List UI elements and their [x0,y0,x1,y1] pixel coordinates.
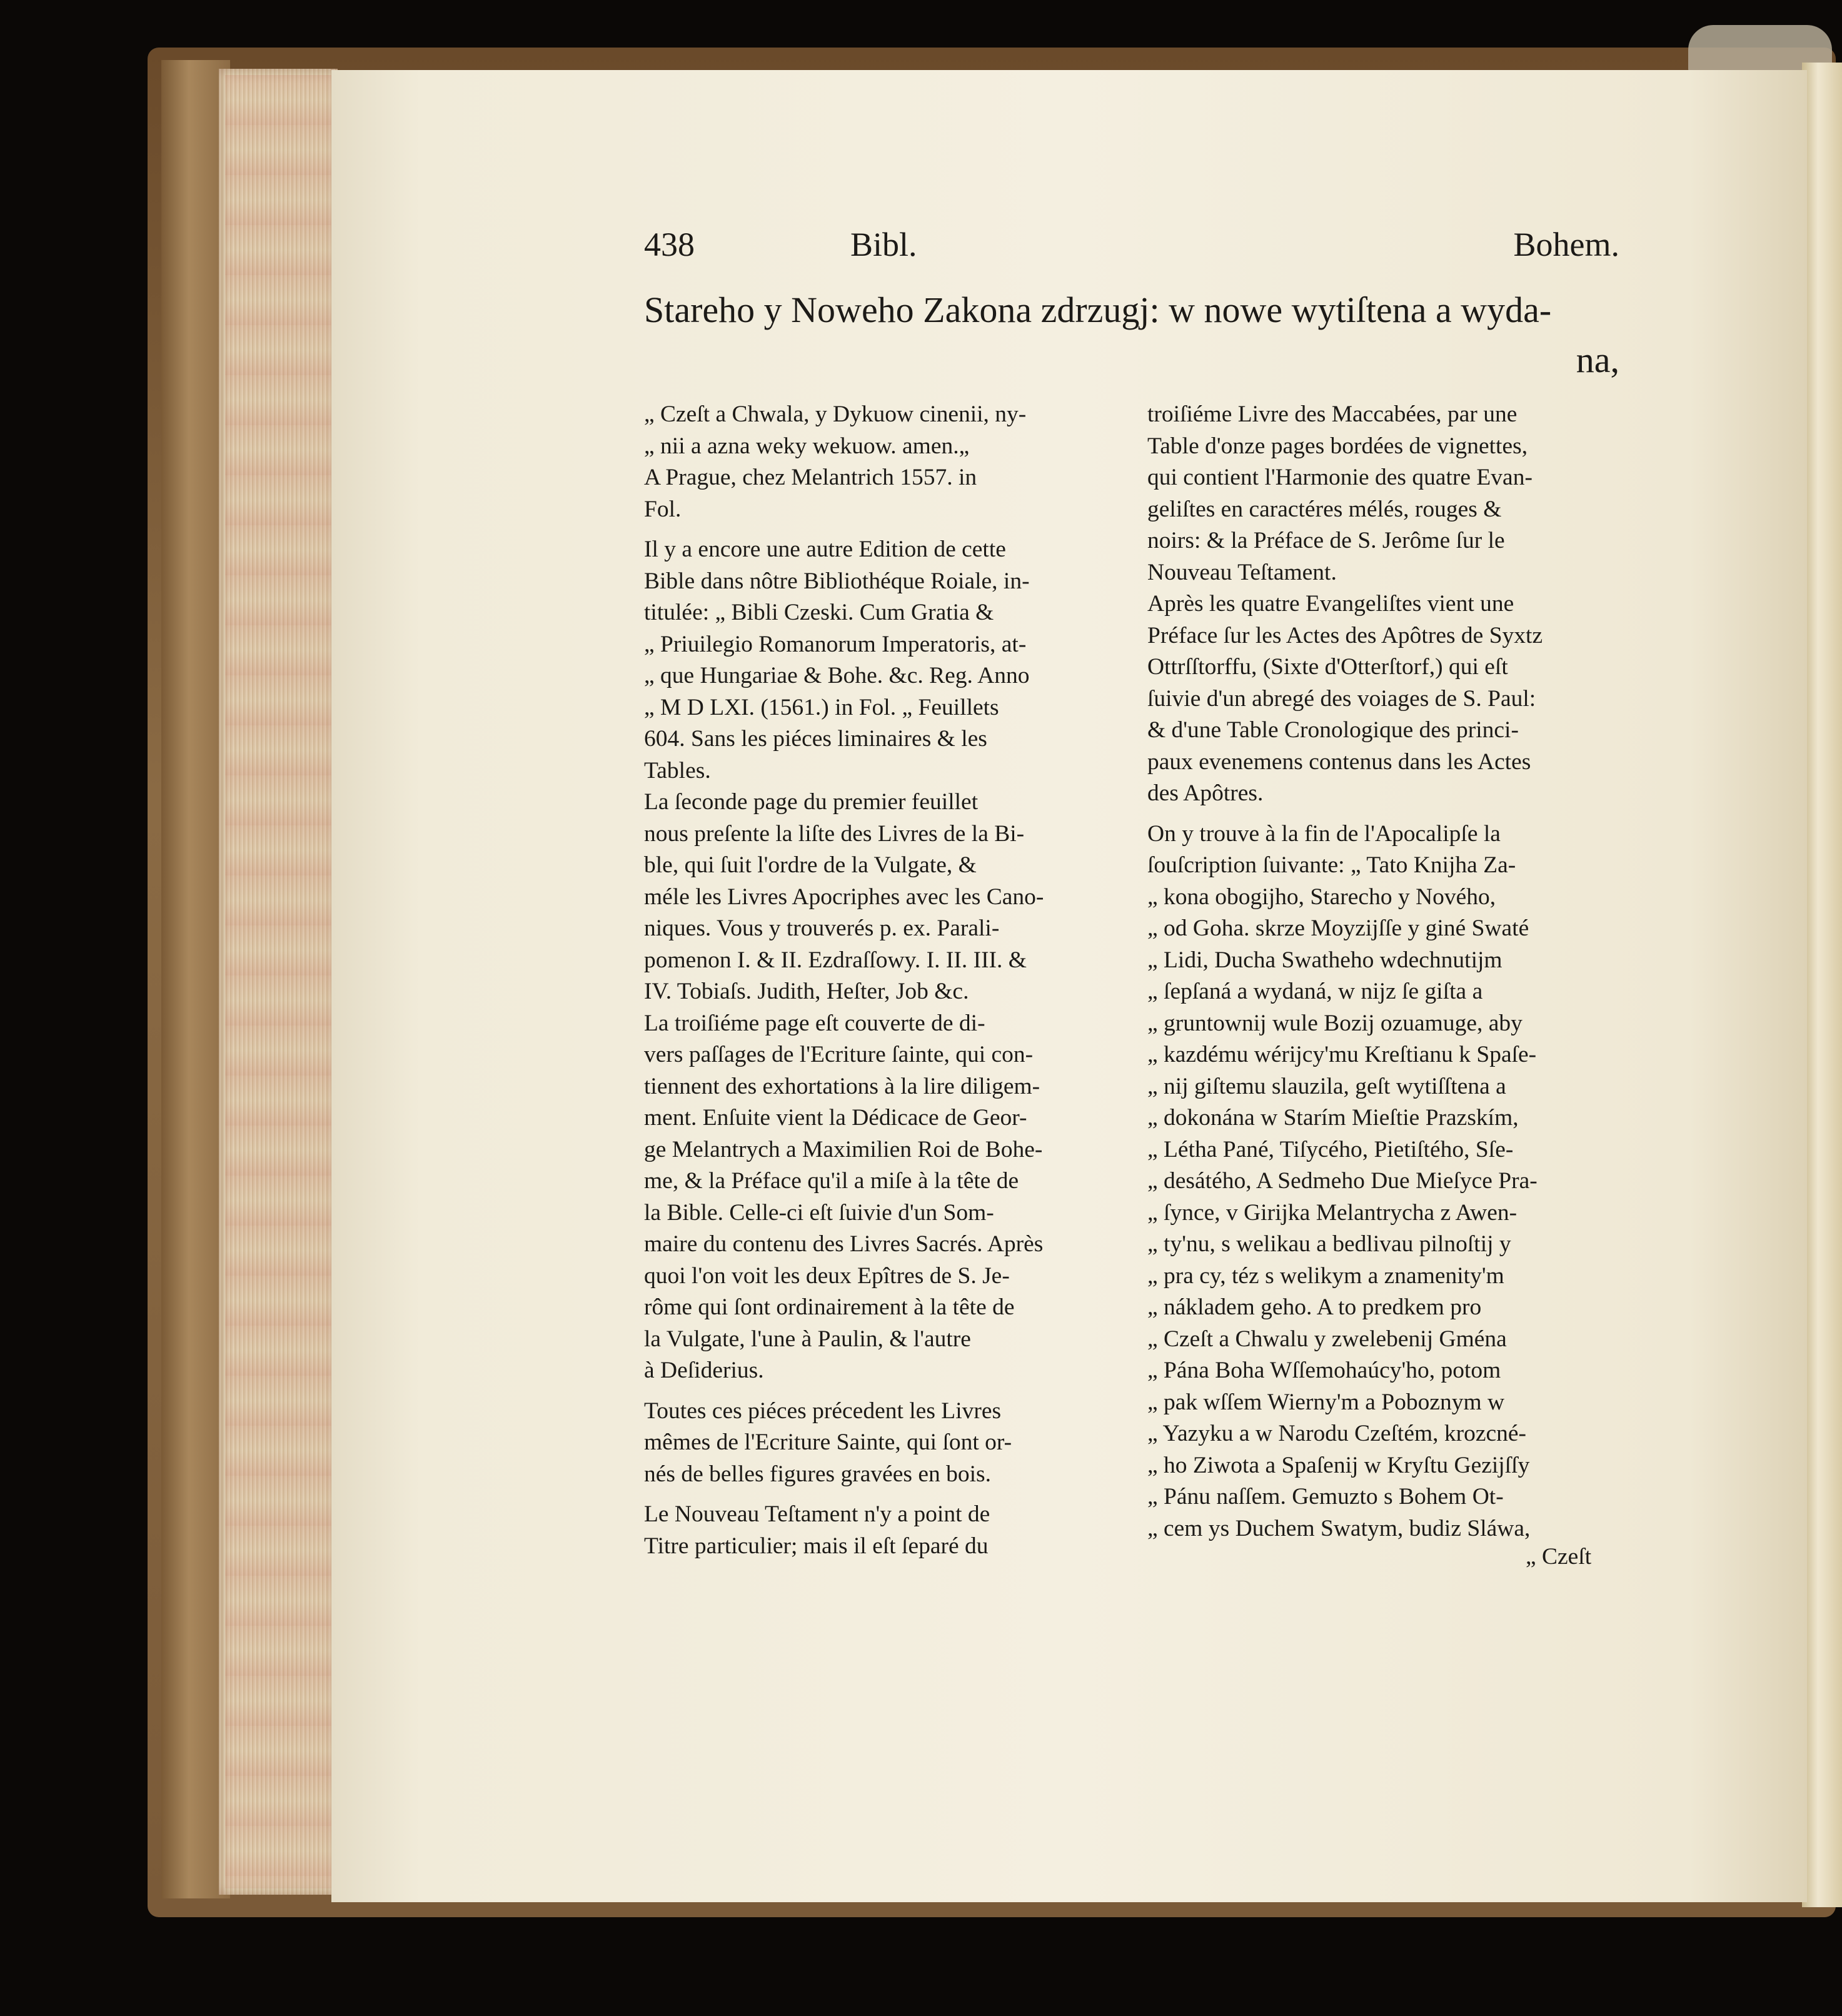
paragraph-gap [1147,810,1619,819]
text-line: vers paſſages de l'Ecriture ſainte, qui con- [644,1042,1034,1067]
text-line: Après les quatre Evangeliſtes vient une [1147,591,1514,617]
text-line: Titre particulier; mais il eſt ſeparé du [644,1533,989,1559]
text-line: La troiſiéme page eſt couverte de di- [644,1010,985,1036]
text-line: ſuivie d'un abregé des voiages de S. Paul: [1147,685,1536,712]
text-line: „ nii a azna weky wekuow. amen.„ [644,433,970,459]
text-line: mêmes de l'Ecriture Sainte, qui ſont or- [644,1429,1012,1455]
text-line: Tables. [644,757,711,784]
text-line: „ cem ys Duchem Swatym, budiz Sláwa, [1147,1515,1531,1541]
text-line: La ſeconde page du premier feuillet [644,789,979,815]
text-line: „ Létha Pané, Tiſycého, Pietiſtého, Sſe- [1147,1136,1514,1162]
paragraph-gap [644,525,1116,534]
text-line: maire du contenu des Livres Sacrés. Après [644,1231,1044,1257]
text-line: „ pak wſſem Wierny'm a Poboznym w [1147,1389,1505,1415]
right-column [1147,399,1619,1545]
text-line: „ Pána Boha Wſſemohaúcy'ho, potom [1147,1358,1501,1383]
text-line: „ Priuilegio Romanorum Imperatoris, at- [644,631,1027,657]
text-line: ſouſcription ſuivante: „ Tato Knijha Za- [1147,852,1516,878]
text-line: IV. Tobiaſs. Judith, Heſter, Job &c. [644,979,969,1004]
text-line: „ Czeſt a Chwalu y zwelebenij Gména [1147,1326,1507,1352]
text-line: „ que Hungariae & Bohe. &c. Reg. Anno [644,663,1030,688]
title-line-1: Stareho y Noweho Zakona zdrzugj: w nowe wytiſtena a wyda- [644,290,1552,330]
text-line: Toutes ces piéces précedent les Livres [644,1398,1002,1424]
text-line: pomenon I. & II. Ezdraſſowy. I. II. III. & [644,947,1027,973]
text-line: la Vulgate, l'une à Paulin, & l'autre [644,1326,971,1352]
text-line: me, & la Préface qu'il a miſe à la tête de [644,1168,1019,1194]
running-head-center: Bibl. [850,226,917,263]
text-line: „ od Goha. skrze Moyzijſſe y giné Swaté [1147,915,1529,941]
text-line: „ ty'nu, s welikau a bedlivau pilnoſtij y [1147,1231,1511,1257]
text-line: Nouveau Teſtament. [1147,559,1337,585]
text-line: „ Pánu naſſem. Gemuzto s Bohem Ot- [1147,1484,1504,1509]
text-line: titulée: „ Bibli Czeski. Cum Gratia & [644,600,994,625]
text-line: méle les Livres Apocriphes avec les Cano- [644,884,1044,910]
text-line: & d'une Table Cronologique des princi- [1147,717,1519,743]
facing-page-edge [1802,63,1842,1907]
paragraph-gap [644,1490,1116,1499]
text-line: „ kazdému wérijcy'mu Kreſtianu k Spaſe- [1147,1042,1537,1067]
text-line: Le Nouveau Teſtament n'y a point de [644,1501,990,1527]
text-line: A Prague, chez Melantrich 1557. in [644,465,977,490]
text-line: paux evenemens contenus dans les Actes [1147,748,1531,775]
text-line: la Bible. Celle-ci eſt ſuivie d'un Som- [644,1199,994,1226]
text-line: „ ſynce, v Girijka Melantrycha z Awen- [1147,1199,1517,1226]
text-line: Bible dans nôtre Bibliothéque Roiale, in- [644,568,1030,594]
text-line: Ottrſſtorffu, (Sixte d'Otterſtorf,) qui eſt [1147,654,1508,680]
text-line: „ nákladem geho. A to predkem pro [1147,1294,1482,1320]
text-line: On y trouve à la fin de l'Apocalipſe la [1147,820,1501,847]
text-line: „ M D LXI. (1561.) in Fol. „ Feuillets [644,694,999,720]
text-line: ble, qui ſuit l'ordre de la Vulgate, & [644,852,977,878]
text-line: rôme qui ſont ordinairement à la tête de [644,1294,1015,1320]
text-line: „ gruntownij wule Bozij ozuamuge, aby [1147,1010,1522,1036]
text-line: „ ſepſaná a wydaná, w nijz ſe giſta a [1147,979,1483,1004]
running-head [644,225,1619,269]
text-line: Table d'onze pages bordées de vignettes, [1147,433,1528,459]
text-line: Préface ſur les Actes des Apôtres de Syxtz [1147,622,1543,648]
text-line: troiſiéme Livre des Maccabées, par une [1147,401,1517,427]
left-column [644,399,1116,1562]
text-line: „ kona obogijho, Starecho y Nového, [1147,884,1496,910]
text-line: des Apôtres. [1147,780,1264,806]
text-line: à Deſiderius. [644,1358,764,1383]
text-line: 604. Sans les piéces liminaires & les [644,726,987,752]
text-line: ge Melantrych a Maximilien Roi de Bohe- [644,1136,1043,1162]
text-line: „ Yazyku a w Narodu Czeſtém, krozcné- [1147,1421,1527,1446]
title-line-2: na, [1576,340,1619,380]
text-line: Il y a encore une autre Edition de cette [644,537,1006,562]
text-line: „ nij giſtemu slauzila, geſt wytiſſtena a [1147,1073,1506,1099]
paragraph-gap [644,1387,1116,1396]
text-line: quoi l'on voit les deux Epîtres de S. Je- [644,1263,1010,1289]
text-line: „ dokonána w Starím Mieſtie Prazskím, [1147,1105,1519,1131]
text-line: ment. Enſuite vient la Dédicace de Geor- [644,1105,1027,1131]
text-line: qui contient l'Harmonie des quatre Evan- [1147,465,1532,490]
text-line: „ desátého, A Sedmeho Due Mieſyce Pra- [1147,1168,1538,1194]
page-edges-tint [225,75,331,1888]
text-line: „ ho Ziwota a Spaſenij w Kryſtu Gezijſſy [1147,1452,1530,1478]
text-line: „ pra cy, téz s welikym a znamenity'm [1147,1263,1504,1289]
text-line: „ Lidi, Ducha Swatheho wdechnutijm [1147,947,1502,973]
text-line: nés de belles figures gravées en bois. [644,1461,992,1487]
text-line: nous preſente la liſte des Livres de la Bi- [644,820,1025,847]
text-line: niques. Vous y trouverés p. ex. Parali- [644,915,1000,941]
page-number: 438 [644,226,695,263]
running-head-right: Bohem. [1513,226,1619,263]
text-line: geliſtes en caractéres mélés, rouges & [1147,496,1502,522]
catchword: „ Czeſt [1526,1544,1592,1570]
text-line: noirs: & la Préface de S. Jerôme ſur le [1147,528,1505,553]
text-line: „ Czeſt a Chwala, y Dykuow cinenii, ny- [644,401,1027,427]
text-line: Fol. [644,496,682,522]
text-line: tiennent des exhortations à la lire diligem- [644,1073,1040,1099]
